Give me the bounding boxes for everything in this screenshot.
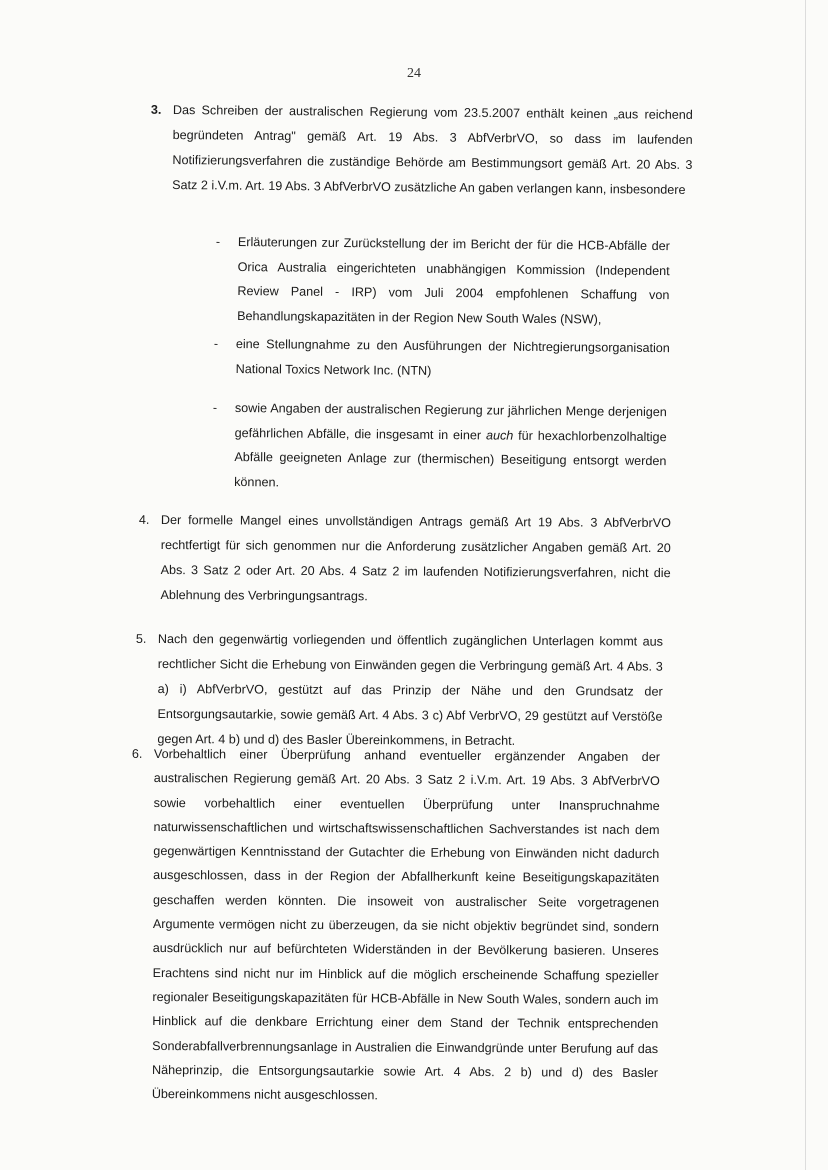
bullet-dash: - <box>215 234 221 249</box>
paragraph-3 <box>150 98 693 203</box>
scan-edge <box>805 0 806 1170</box>
paragraph-number: 3. <box>150 102 162 117</box>
paragraph-number: 4. <box>138 512 150 527</box>
bullet-text: eine Stellungnahme zu den Ausführungen der Nichtregierungsorganisation National Toxics Network Inc. (NTN) <box>235 336 670 378</box>
page-number: 24 <box>407 66 421 81</box>
bullet-text-before: sowie Angaben der australischen Regierung zur jährlichen Menge derjenigen gefährlichen Abfälle, die insgesamt in einer <box>234 400 667 442</box>
paragraph-text: Nach den gegenwärtig vorliegenden und öffentlich zugänglichen Unterlagen kommt aus rechtlicher Sicht die Erhebung von Einwänden gegen die Verbringung gemäß Art. 4 Abs. 3 a) i) AbfVerbrVO, gestützt auf das Prinzip der Nähe und den Grundsatz der Entsorgungsautarkie, sowie gemäß Art. 4 Abs. 3 c) Abf VerbrVO, 29 gestützt auf Verstöße gegen Art. 4 b) und d) des Basler Übereinkommens, in Betracht. <box>157 631 663 748</box>
bullet-item <box>212 396 667 498</box>
bullet-item <box>215 230 670 332</box>
paragraph-5 <box>135 627 663 755</box>
paragraph-text: Vorbehaltlich einer Überprüfung anhand eventueller ergänzender Angaben der australischen Regierung gemäß Art. 20 Abs. 3 Satz 2 i.V.m. Art. 19 Abs. 3 AbfVerbrVO sowie vorbehaltlich einer eventuellen Überprüfung unter Inanspruchnahme naturwissenschaftlichen und wirtschaftswissenschaftlichen Sachverstandes ist nach dem gegenwärtigen Kenntnisstand der Gutachter die Erhebung von Einwänden nicht dadurch ausgeschlossen, dass in der Region der Abfallherkunft keine Beseitigungskapazitäten geschaffen werden könnten. Die insoweit von australischer Seite vorgetragenen Argumente vermögen nicht zu überzeugen, da sie nicht objektiv begründet sind, sondern ausdrücklich nur auf befürchteten Widerständen in der Bevölkerung basieren. Unseres Erachtens sind nicht nur im Hinblick auf die möglich erscheinende Schaffung spezieller regionaler Beseitigungskapazitäten für HCB-Abfälle in New South Wales, sondern auch im Hinblick auf die denkbare Errichtung einer dem Stand der Technik entsprechenden Sonderabfallverbrennungsanlage in Australien die Einwandgründe unter Berufung auf das Näheprinzip, die Entsorgungsautarkie sowie Art. 4 Abs. 2 b) und d) des Basler Übereinkommens nicht ausgeschlossen. <box>151 746 660 1103</box>
bullet-text-after: für hexachlorbenzolhaltige Abfälle geeigneten Anlage zur (thermischen) Beseitigung entsorgt werden können. <box>234 428 667 489</box>
paragraph-4 <box>138 508 671 611</box>
paragraph-text: Das Schreiben der australischen Regierung vom 23.5.2007 enthält keinen „aus reichend begründeten Antrag" gemäß Art. 19 Abs. 3 AbfVerbrVO, so dass im laufenden Notifizierungsverfahren die zuständige Behörde am Bestimmungsort gemäß Art. 20 Abs. 3 Satz 2 i.V.m. Art. 19 Abs. 3 AbfVerbrVO zusätzliche An gaben verlangen kann, insbesondere <box>172 102 693 197</box>
paragraph-6 <box>131 742 660 1110</box>
bullet-dash: - <box>212 400 218 415</box>
bullet-dash: - <box>213 336 219 351</box>
paragraph-number: 5. <box>135 631 147 646</box>
bullet-text-emphasis: auch <box>485 427 514 443</box>
bullet-item <box>213 332 670 385</box>
bullet-text: Erläuterungen zur Zurückstellung der im Bericht der für die HCB-Abfälle der Orica Australia eingerichteten unabhängigen Kommission (Independent Review Panel - IRP) vom Juli 2004 empfohlenen Schaffung von Behandlungskapazitäten in der Region New South Wales (NSW), <box>237 234 670 326</box>
paragraph-number: 6. <box>131 746 143 761</box>
paragraph-text: Der formelle Mangel eines unvollständigen Antrags gemäß Art 19 Abs. 3 AbfVerbrVO rechtfertigt für sich genommen nur die Anforderung zusätzlicher Angaben gemäß Art. 20 Abs. 3 Satz 2 oder Art. 20 Abs. 4 Satz 2 im laufenden Notifizierungsverfahren, nicht die Ablehnung des Verbringungsantrags. <box>160 512 671 604</box>
